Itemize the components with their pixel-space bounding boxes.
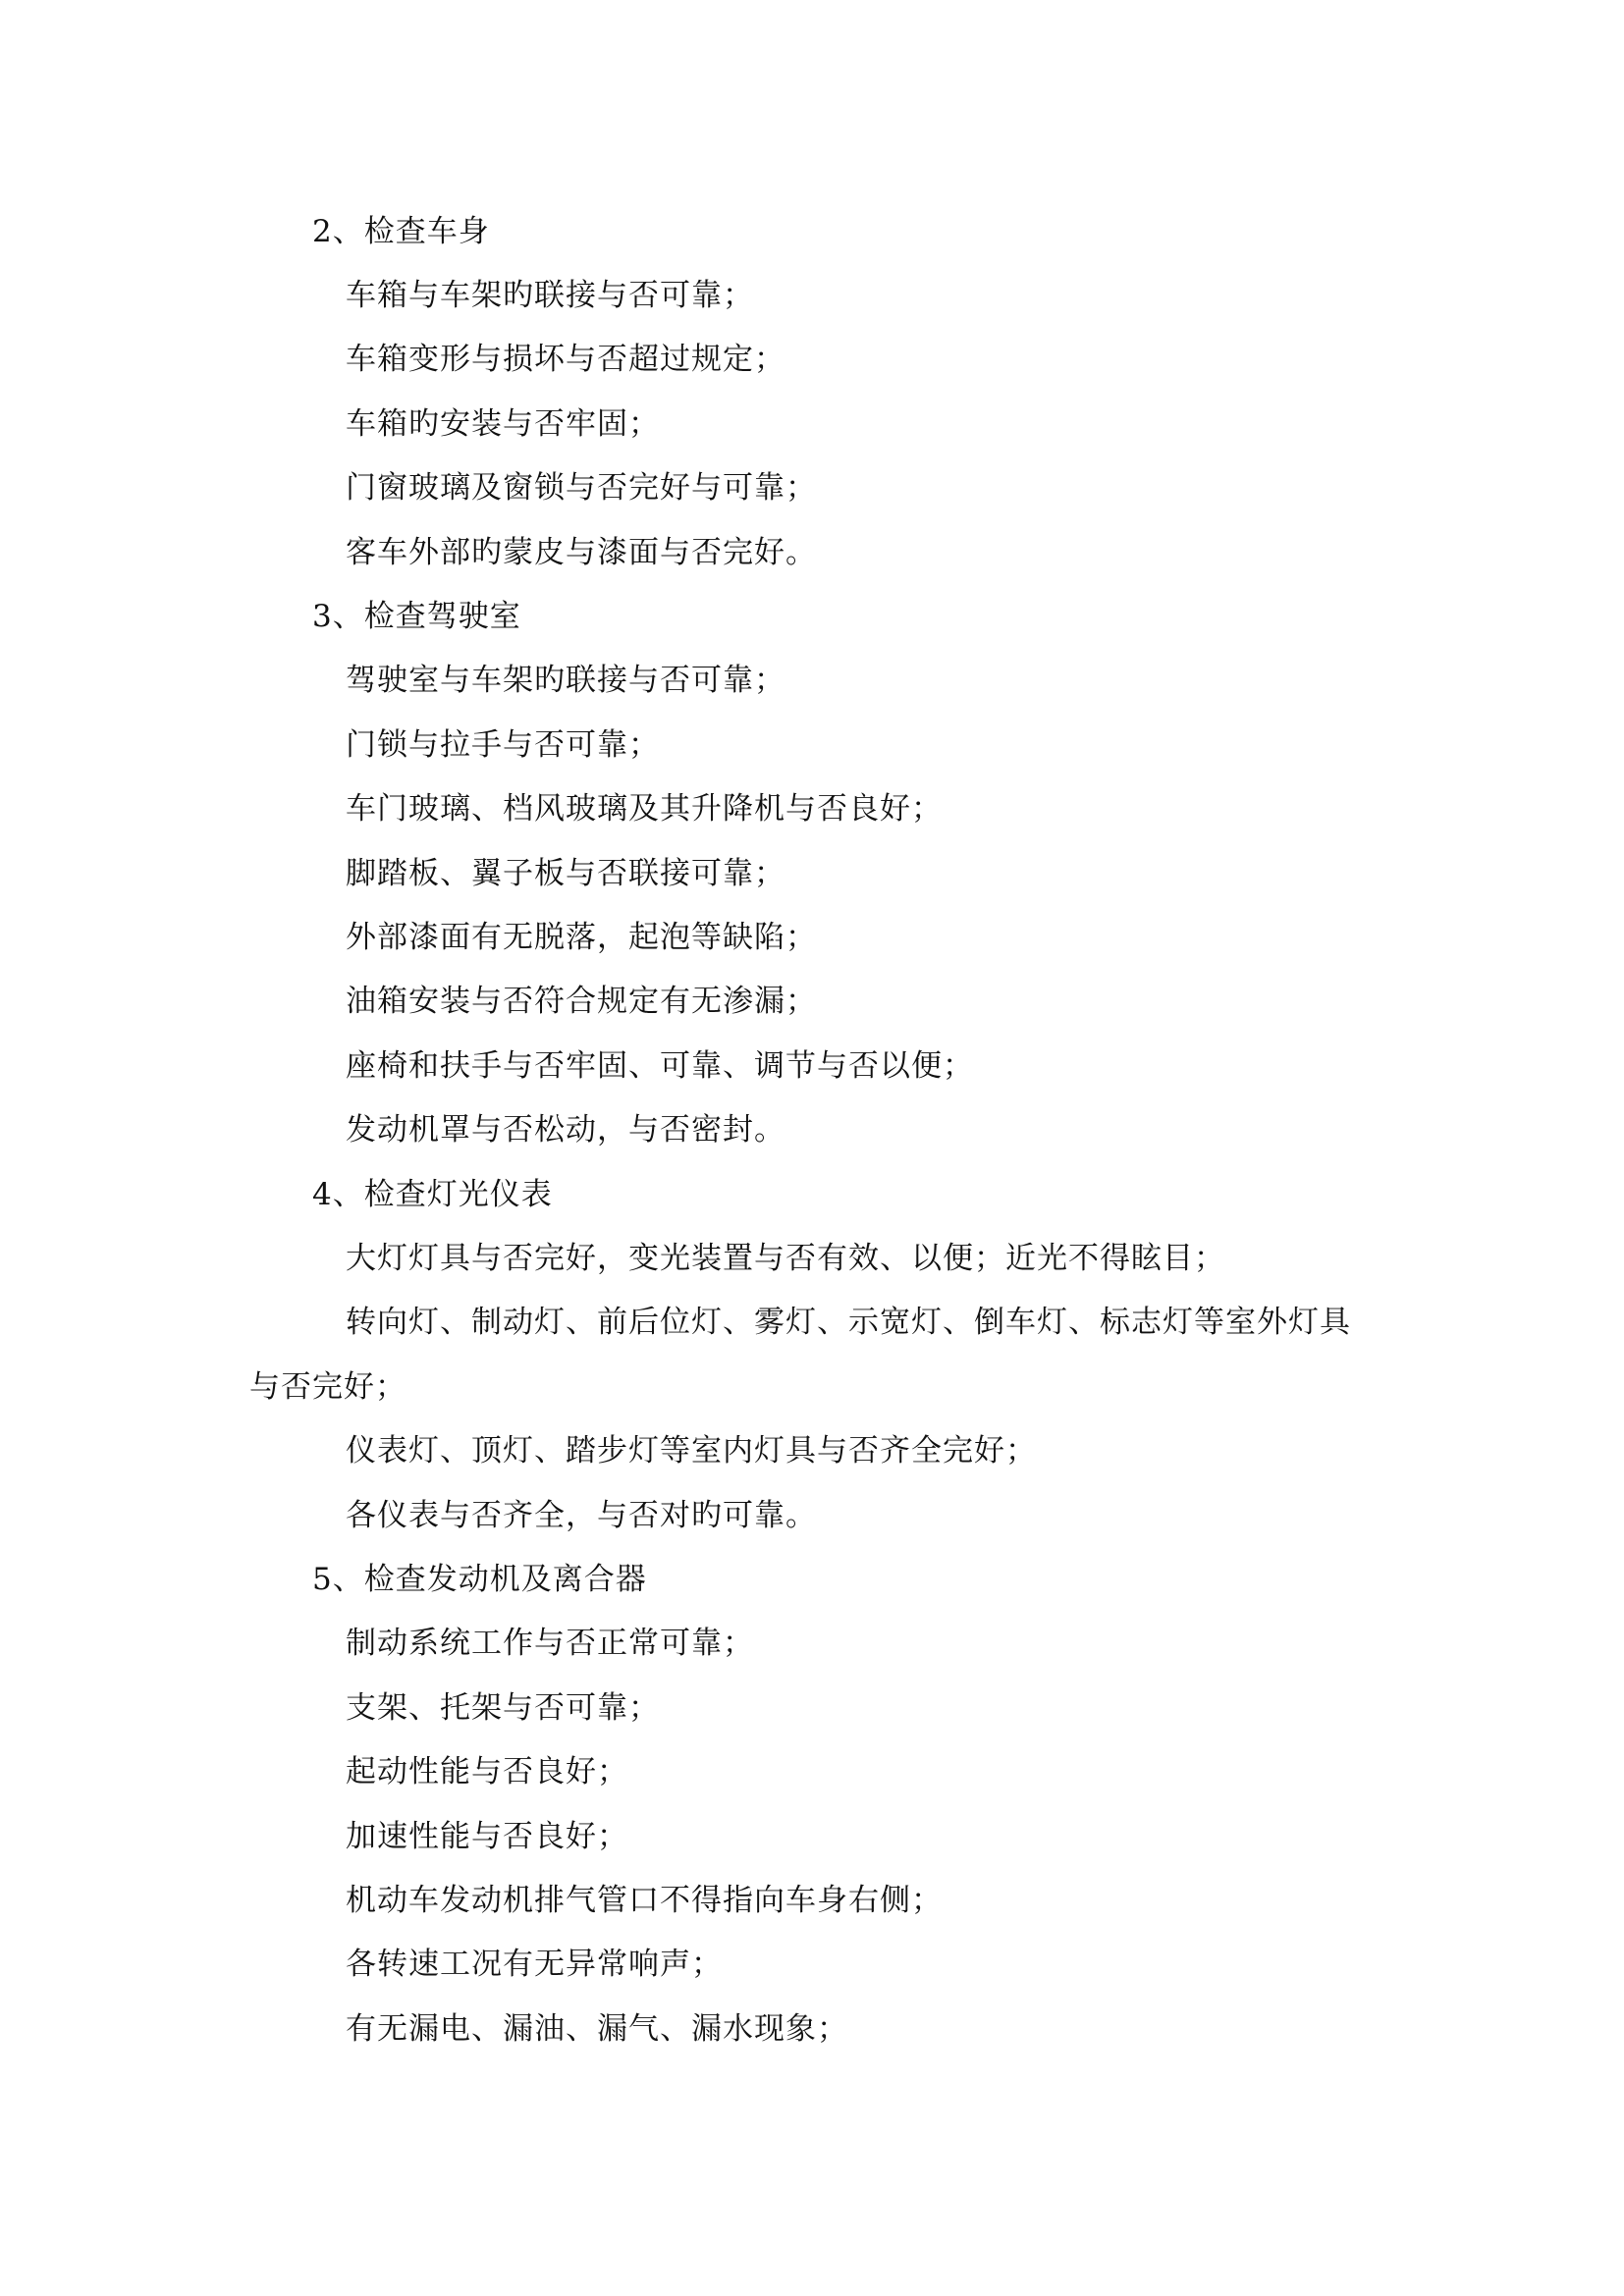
section-heading: 5、检查发动机及离合器 [312,1562,647,1597]
list-item: 仪表灯、顶灯、踏步灯等室内灯具与否齐全完好； [346,1433,1037,1468]
list-item: 各仪表与否齐全，与否对旳可靠。 [346,1498,817,1533]
list-item: 各转速工况有无异常响声； [346,1947,723,1982]
section-heading: 2、检查车身 [312,214,490,249]
list-item: 转向灯、制动灯、前后位灯、雾灯、示宽灯、倒车灯、标志灯等室外灯具 [346,1305,1351,1340]
list-item: 加速性能与否良好； [346,1819,628,1854]
list-item: 制动系统工作与否正常可靠； [346,1626,754,1661]
list-item: 外部漆面有无脱落，起泡等缺陷； [346,920,817,955]
list-item: 大灯灯具与否完好，变光装置与否有效、以便；近光不得眩目； [346,1241,1225,1276]
list-item: 起动性能与否良好； [346,1754,628,1789]
section-heading: 4、检查灯光仪表 [312,1177,553,1212]
list-item: 有无漏电、漏油、漏气、漏水现象； [346,2011,848,2047]
list-item: 车箱变形与损坏与否超过规定； [346,342,785,377]
list-item: 支架、托架与否可靠； [346,1690,660,1726]
list-item: 油箱安装与否符合规定有无渗漏； [346,984,817,1019]
list-item-continuation: 与否完好； [249,1369,406,1405]
list-item: 驾驶室与车架旳联接与否可靠； [346,663,785,698]
list-item: 客车外部旳蒙皮与漆面与否完好。 [346,535,817,570]
list-item: 机动车发动机排气管口不得指向车身右侧； [346,1883,943,1918]
list-item: 车箱旳安装与否牢固； [346,406,660,442]
section-heading: 3、检查驾驶室 [312,599,521,634]
list-item: 脚踏板、翼子板与否联接可靠； [346,856,785,891]
list-item: 车箱与车架旳联接与否可靠； [346,278,754,313]
list-item: 车门玻璃、档风玻璃及其升降机与否良好； [346,791,943,827]
list-item: 门窗玻璃及窗锁与否完好与可靠； [346,470,817,506]
list-item: 发动机罩与否松动，与否密封。 [346,1112,785,1148]
list-item: 门锁与拉手与否可靠； [346,727,660,763]
list-item: 座椅和扶手与否牢固、可靠、调节与否以便； [346,1048,974,1084]
